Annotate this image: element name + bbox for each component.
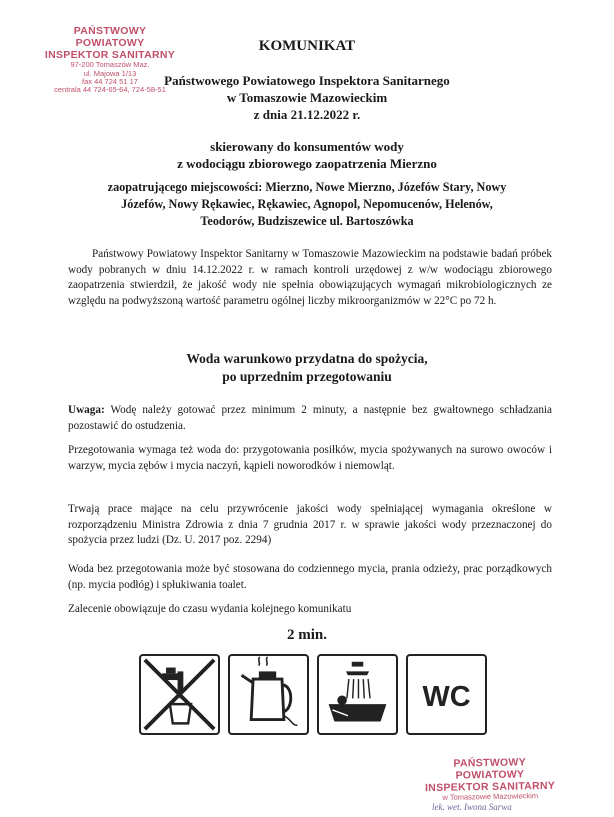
stamp-bottom-right: [420, 757, 561, 803]
stamp-line: INSPEKTOR SANITARNY: [44, 48, 176, 61]
wc-icon: [406, 654, 487, 735]
area-line: zaopatrującego miejscowości: Mierzno, Nowe Mierzno, Józefów Stary, Nowy: [107, 180, 507, 194]
area-line: Teodorów, Budziszewice ul. Bartoszówka: [200, 214, 414, 228]
stamp-line: ul. Majowa 1/13: [83, 68, 137, 78]
duration-label: 2 min.: [286, 627, 327, 643]
stamp-line: centrala 44 724-65-64, 724-58-51: [54, 85, 166, 95]
directed-line: skierowany do konsumentów wody: [210, 139, 404, 154]
header-line: w Tomaszowie Mazowieckim: [226, 90, 388, 105]
stamp-line: PAŃSTWOWY POWIATOWY: [73, 25, 147, 49]
paragraph-findings: Państwowy Powiatowy Inspektor Sanitarny w Tomaszowie Mazowieckim na podstawie badań próbek wody pobranych w dniu 14.12.2022 r. w ramach kontroli urzędowej z w/w wodociągu zbiorowego zaopatrzenia stwierdził, że jakość wody nie spełnia obowiązujących wymagań mikrobiologicznych ze względu na podwyższoną wartość parametru ogólnej liczby mikroorganizmów w 22°C po 72 h.: [68, 248, 552, 307]
wc-text: WC: [422, 681, 471, 714]
kettle-icon: [228, 654, 309, 735]
paragraph-nonboil: Woda bez przegotowania może być stosowana do codziennego mycia, prania odzieży, prac porządkowych (np. mycia podłóg) i spłukiwania toalet.: [68, 563, 552, 591]
document-title: KOMUNIKAT: [258, 38, 356, 54]
pictogram-row: [139, 654, 489, 737]
stamp-line: fax 44 724 51 17: [82, 77, 138, 87]
verdict-line: Woda warunkowo przydatna do spożycia,: [186, 351, 428, 366]
warning-paragraph: [68, 403, 552, 434]
stamp-line: PAŃSTWOWY POWIATOWY: [453, 756, 527, 782]
warning-label: Uwaga:: [68, 404, 105, 416]
signature: lek. wet. Iwona Sarwa: [432, 802, 512, 812]
warning-text: Wodę należy gotować przez minimum 2 minuty, a następnie bez gwałtownego schładzania pozostawić do ostudzenia.: [68, 404, 552, 432]
no-tap-water-icon: [139, 654, 220, 735]
stamp-line: 97-200 Tomaszów Maz.: [70, 60, 150, 70]
area-line: Józefów, Nowy Rękawiec, Rękawiec, Agnopol, Nepomucenów, Helenów,: [121, 197, 493, 211]
shower-bath-icon: [317, 654, 398, 735]
header-line: z dnia 21.12.2022 r.: [253, 107, 361, 122]
verdict-line: po uprzednim przegotowaniu: [222, 369, 392, 384]
header-line: Państwowego Powiatowego Inspektora Sanitarnego: [164, 73, 450, 88]
paragraph-valid: Zalecenie obowiązuje do czasu wydania kolejnego komunikatu: [68, 603, 352, 615]
stamp-line: w Tomaszowie Mazowieckim: [442, 791, 539, 803]
paragraph-boil: Przegotowania wymaga też woda do: przygotowania posiłków, mycia spożywanych na surowo owoców i warzyw, mycia zębów i mycia naczyń, kąpieli noworodków i niemowląt.: [68, 444, 552, 472]
paragraph-works: Trwają prace mające na celu przywrócenie jakości wody spełniającej wymagania określone w rozporządzeniu Ministra Zdrowia z dnia 7 grudnia 2017 r. w sprawie jakości wody przeznaczonej do spożycia przez ludzi (Dz. U. 2017 poz. 2294): [68, 503, 552, 546]
stamp-line: INSPEKTOR SANITARNY: [424, 779, 556, 794]
directed-line: z wodociągu zbiorowego zaopatrzenia Mierzno: [177, 156, 437, 171]
